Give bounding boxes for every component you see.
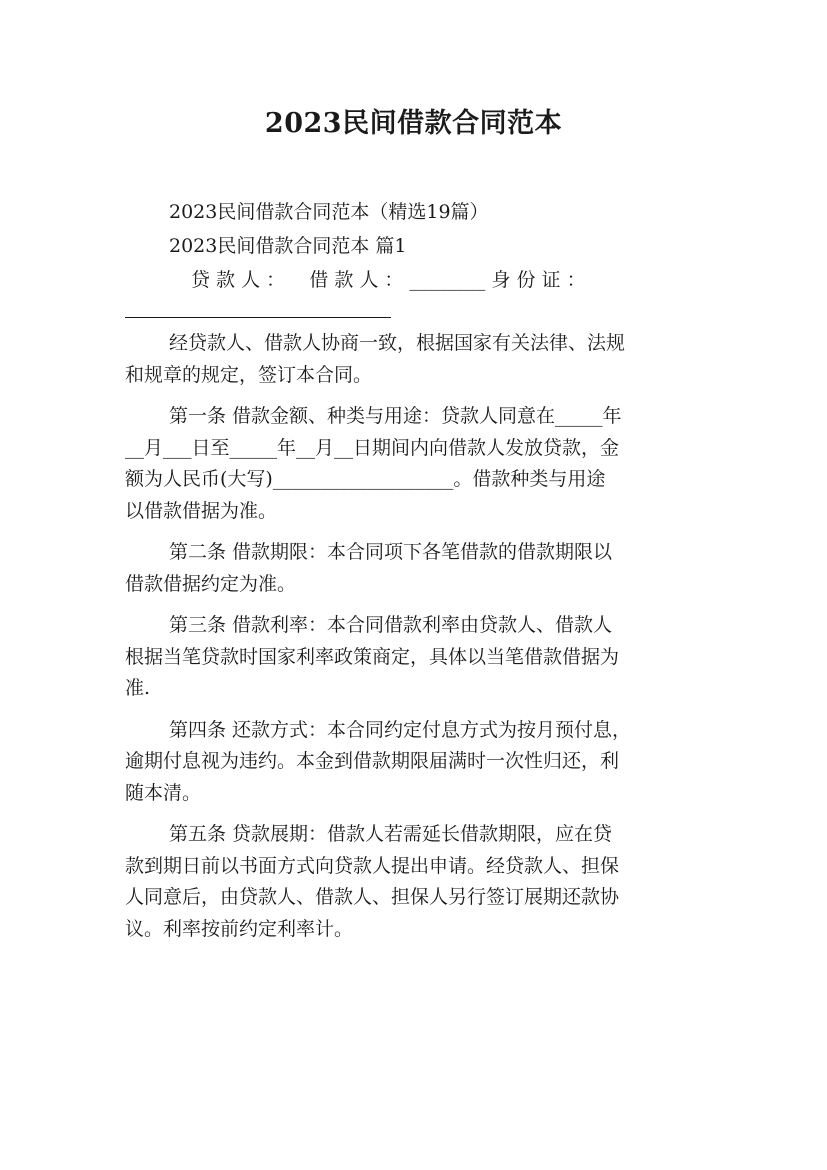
document-title: 2023民间借款合同范本 [264,108,563,139]
paragraph-intro [125,328,705,391]
paragraph-line: 款到期日前以书面方式向贷款人提出申请。经贷款人、担保 [125,854,620,877]
paragraph-article-1 [125,401,705,527]
paragraph-article-5 [125,819,705,945]
paragraph-article-2 [125,537,705,600]
paragraph-line: 准. [125,677,151,699]
paragraph-line: 第三条 借款利率：本合同借款利率由贷款人、借款人 [169,614,613,636]
paragraph-line: 人同意后，由贷款人、借款人、担保人另行签订展期还款协 [125,886,620,908]
parties-line: 贷 款 人 ： 借 款 人 ： ________ 身 份 证 ： [191,269,586,291]
document-body [125,195,705,955]
paragraph-line: 第二条 借款期限：本合同项下各笔借款的借款期限以 [169,541,613,563]
document-subtitle: 2023民间借款合同范本（精选19篇） [169,201,489,223]
section-heading: 2023民间借款合同范本 篇1 [169,235,407,257]
paragraph-line: 第五条 贷款展期：借款人若需延长借款期限，应在贷 [169,823,613,845]
paragraph-line: __月___日至_____年__月__日期间内向借款人发放贷款，金 [125,436,620,459]
paragraph-line: 借款借据约定为准。 [125,572,297,595]
paragraph-line: 议。利率按前约定利率计。 [125,917,354,940]
paragraph-article-4 [125,715,705,810]
paragraph-line: 逾期付息视为违约。本金到借款期限届满时一次性归还，利 [125,750,620,772]
paragraph-line: 第一条 借款金额、种类与用途：贷款人同意在_____年 [169,405,622,427]
paragraph-line: 第四条 还款方式：本合同约定付息方式为按月预付息， [169,718,632,741]
paragraph-line: 经贷款人、借款人协商一致，根据国家有关法律、法规 [169,332,626,354]
id-number-blank [125,297,705,319]
paragraph-line: 以借款借据为准。 [125,499,278,522]
gap [125,319,705,328]
paragraph-line: 额为人民币(大写)___________________。借款种类与用途 [125,468,606,490]
paragraph-line: 随本清。 [125,781,202,804]
paragraph-list [125,328,705,945]
paragraph-article-3 [125,610,705,705]
id-number-underline [125,297,391,318]
paragraph-line: 和规章的规定，签订本合同。 [125,363,373,386]
paragraph-line: 根据当笔贷款时国家利率政策商定，具体以当笔借款借据为 [125,645,620,668]
